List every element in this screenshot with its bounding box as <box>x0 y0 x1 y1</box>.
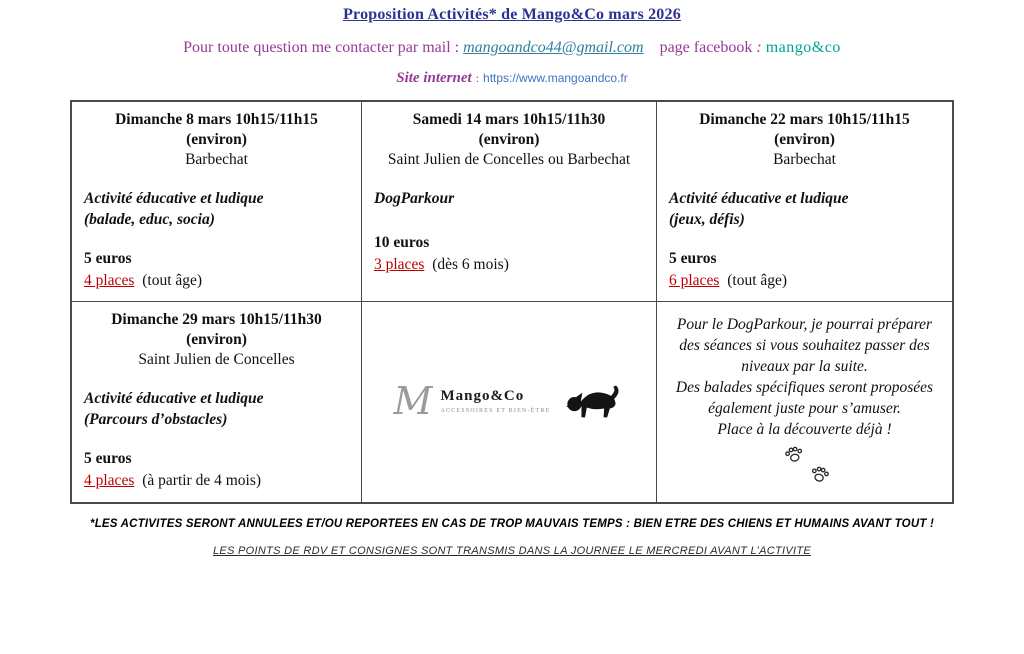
activity-location: Barbechat <box>773 150 836 168</box>
activity-type-line2: (balade, educ, socia) <box>84 210 215 228</box>
activity-type-line2: (Parcours d’obstacles) <box>84 410 228 428</box>
activity-price: 5 euros <box>84 249 132 267</box>
info-text <box>669 314 940 440</box>
activity-date: Dimanche 22 mars 10h15/11h15 <box>699 111 910 128</box>
facebook-label: page facebook <box>659 39 753 56</box>
activity-type-line1: Activité éducative et ludique <box>669 189 849 207</box>
activity-location: Saint Julien de Concelles ou Barbechat <box>387 150 631 168</box>
dog-silhouette-icon <box>562 380 624 422</box>
logo-name: Mango&Co <box>440 388 525 404</box>
places-note: (à partir de 4 mois) <box>142 471 262 489</box>
mango-co-logo <box>394 380 625 422</box>
activity-date: Dimanche 29 mars 10h15/11h30 <box>111 311 322 328</box>
paw-print-icon <box>782 443 806 467</box>
places-count: 3 places <box>374 255 425 273</box>
activity-price: 10 euros <box>374 233 430 251</box>
activity-type <box>84 389 349 431</box>
site-colon: : <box>475 71 480 85</box>
activity-environ: (environ) <box>186 330 247 348</box>
activity-location: Barbechat <box>185 150 248 168</box>
site-line <box>0 69 1024 87</box>
places-note: (dès 6 mois) <box>432 255 509 273</box>
activity-cell-8-mars <box>72 102 362 302</box>
info-text-line2: Des balades spécifiques seront proposées également juste pour s’amuser. <box>675 379 934 418</box>
site-label: Site internet <box>396 70 472 86</box>
info-text-line3: Place à la découverte déjà ! <box>717 421 892 439</box>
info-cell <box>657 302 952 502</box>
activity-location: Saint Julien de Concelles <box>138 350 295 368</box>
activity-type <box>669 189 940 231</box>
footer-note-weather: *LES ACTIVITES SERONT ANNULEES ET/OU REPORTEES EN CAS DE TROP MAUVAIS TEMPS : BIEN ETRE DES CHIENS ET HUMAINS AVANT TOUT ! <box>90 518 934 530</box>
activity-cell-14-mars <box>362 102 657 302</box>
activity-cell-22-mars <box>657 102 952 302</box>
activity-date: Dimanche 8 mars 10h15/11h15 <box>115 111 318 128</box>
activity-places-line <box>84 272 349 290</box>
paw-prints <box>770 444 840 490</box>
activity-places-line <box>374 256 644 274</box>
places-count: 4 places <box>84 271 135 289</box>
contact-prefix: Pour toute question me contacter par mail : <box>183 39 460 56</box>
logo-subtitle: ACCESSOIRES ET BIEN-ÊTRE <box>440 408 551 414</box>
activity-environ: (environ) <box>478 130 540 148</box>
places-note: (tout âge) <box>142 271 203 289</box>
logo-cell <box>362 302 657 502</box>
activity-cell-29-mars <box>72 302 362 502</box>
activity-type-line1: Activité éducative et ludique <box>84 189 264 207</box>
activity-type-line2: (jeux, défis) <box>669 210 745 228</box>
contact-line <box>0 39 1024 57</box>
places-note: (tout âge) <box>727 271 788 289</box>
paw-print-icon <box>807 462 831 486</box>
activity-environ: (environ) <box>774 130 835 148</box>
activity-places-line <box>669 272 940 290</box>
activity-places-line <box>84 472 349 490</box>
facebook-colon: : <box>756 39 762 56</box>
logo-monogram: M <box>393 379 433 423</box>
footer-note-rdv: LES POINTS DE RDV ET CONSIGNES SONT TRANSMIS DANS LA JOURNEE LE MERCREDI AVANT L’ACTIVITE <box>213 545 811 557</box>
activity-type <box>374 189 644 210</box>
activity-price: 5 euros <box>84 449 132 467</box>
places-count: 6 places <box>669 271 720 289</box>
places-count: 4 places <box>84 471 135 489</box>
activity-date: Samedi 14 mars 10h15/11h30 <box>412 111 606 128</box>
schedule-table <box>70 100 954 504</box>
info-text-line1: Pour le DogParkour, je pourrai préparer des séances si vous souhaitez passer des niveaux par la suite. <box>676 316 933 376</box>
activity-type <box>84 189 349 231</box>
activity-price: 5 euros <box>669 249 717 267</box>
page-title: Proposition Activités* de Mango&Co mars 2026 <box>343 6 681 23</box>
email-link[interactable]: mangoandco44@gmail.com <box>463 39 644 56</box>
website-link[interactable]: https://www.mangoandco.fr <box>483 71 628 85</box>
activity-type-line1: Activité éducative et ludique <box>84 389 264 407</box>
activity-type-line1: DogParkour <box>374 189 455 207</box>
facebook-page-link[interactable]: mango&co <box>765 39 841 56</box>
activity-environ: (environ) <box>186 130 247 148</box>
